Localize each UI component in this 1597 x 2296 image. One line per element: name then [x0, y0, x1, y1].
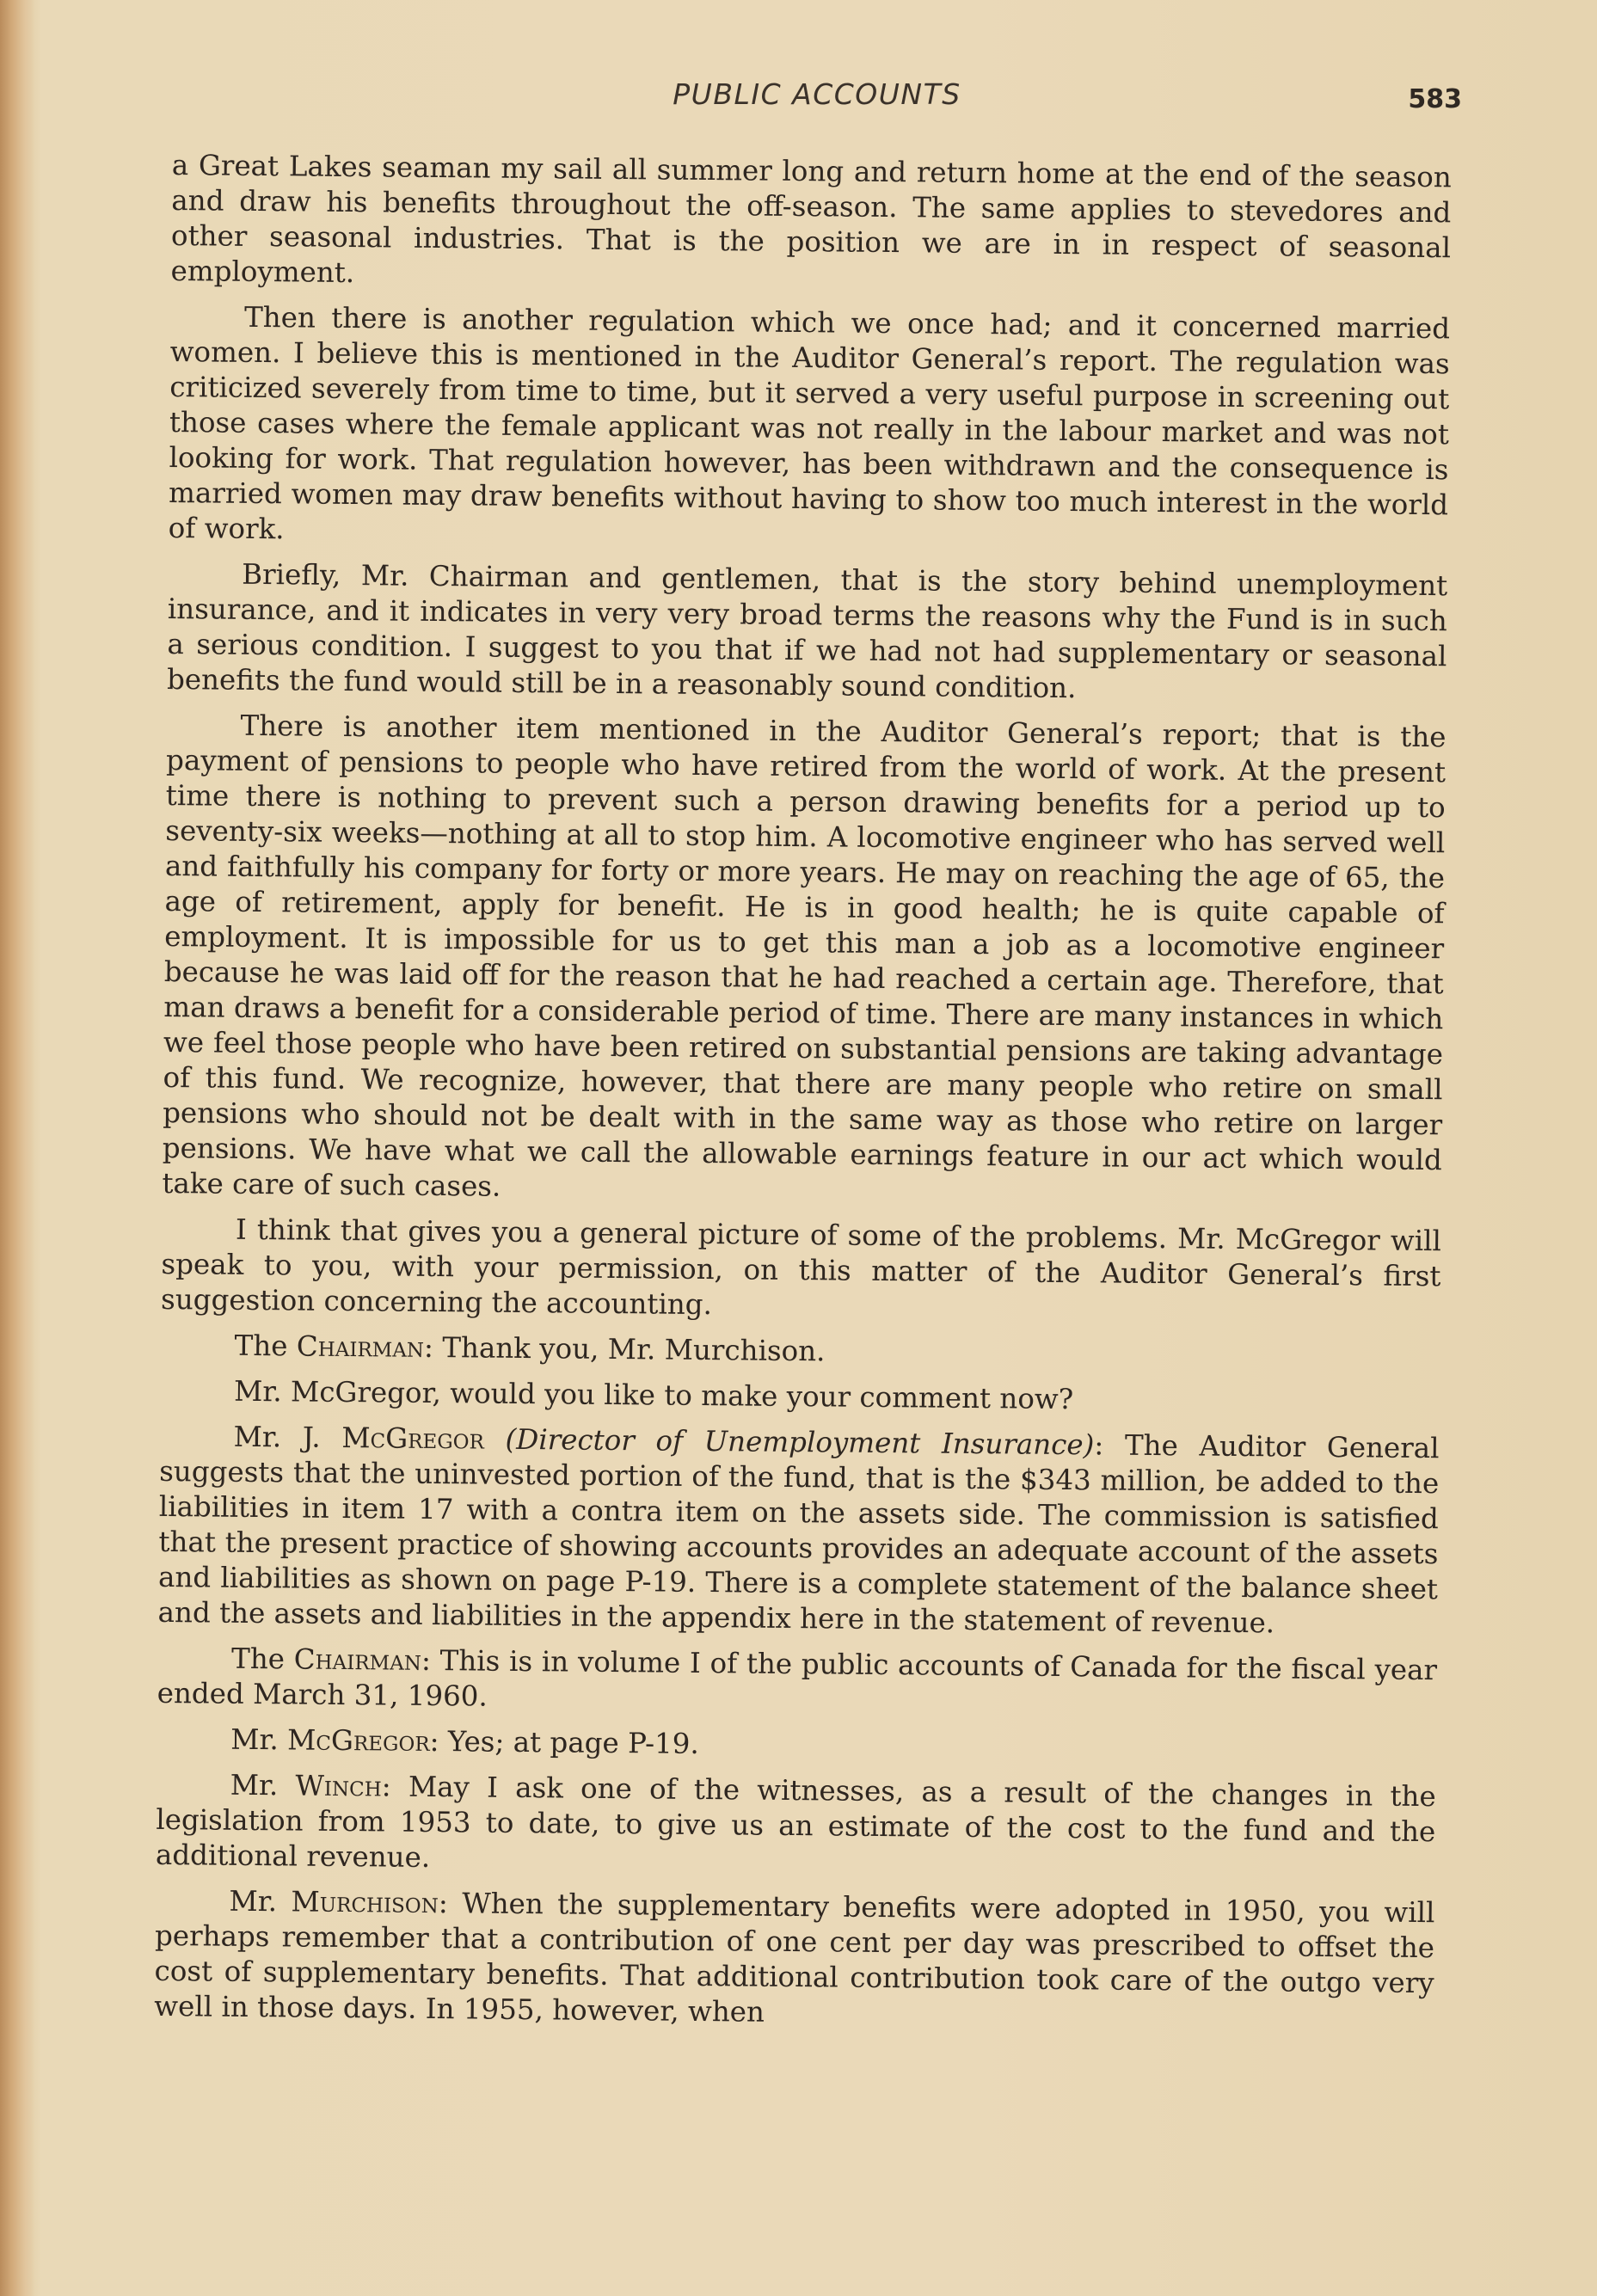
speaker-name: McGregor:: [286, 1723, 439, 1759]
speaker-name: Chairman:: [293, 1642, 432, 1677]
speaker-paragraph: Mr. Winch: May I ask one of the witnesses, as a result of the changes in the legislation from 1953 to date, to give us an estimate of the cost to the fund and the additional revenue.: [155, 1768, 1436, 1874]
running-title: PUBLIC ACCOUNTS: [673, 77, 961, 111]
speaker-note: (Director of Unemployment Insurance): [505, 1422, 1095, 1462]
speaker-name: McGregor: [341, 1421, 485, 1456]
page-gutter-shadow: [0, 0, 34, 2296]
speaker-name: Chairman:: [296, 1329, 434, 1364]
page-number: 583: [1408, 84, 1462, 114]
speaker-paragraph: The Chairman: Thank you, Mr. Murchison.: [234, 1329, 826, 1368]
speaker-name: Winch:: [295, 1769, 391, 1803]
paragraph: I think that gives you a general picture of some of the problems. Mr. McGregor will speak to you, with your permission, on this matter of the Auditor General’s first suggestion concerning the accounting.: [160, 1212, 1442, 1322]
page-header: [172, 77, 1462, 115]
speaker-paragraph: Mr. J. McGregor (Director of Unemployment Insurance): The Auditor General suggests that the uninvested portion of the fund, that is the $343 million, be added to the liabilities in item 17 with a contra item on the assets side. The commission is satisfied that the present practice of showing accounts provides an adequate account of the assets and liabilities as shown on page P-19. There is a complete statement of the balance sheet and the assets and liabilities in the appendix here in the statement of revenue.: [157, 1420, 1440, 1640]
speaker-paragraph: Mr. Murchison: When the supplementary benefits were adopted in 1950, you will perhaps remember that a contribution of one cent per day was prescribed to offset the cost of supplementary benefits. That additional contribution took care of the outgo very well in those days. In 1955, however, when: [154, 1884, 1435, 2029]
speaker-paragraph: Mr. McGregor: Yes; at page P-19.: [230, 1722, 699, 1760]
paragraph: a Great Lakes seaman my sail all summer long and return home at the end of the season and draw his benefits throughout the off-season. The same applies to stevedores and other seasonal industries. That is the position we are in in respect of seasonal employment.: [170, 148, 1452, 290]
body-text: [154, 148, 1452, 2047]
paragraph: There is another item mentioned in the Auditor General’s report; that is the payment of pensions to people who have retired from the world of work. At the present time there is nothing to prevent such a person drawing benefits for a period up to seventy-six weeks—nothing at all to stop him. A locomotive engineer who has served well and faithfully his company for forty or more years. He may on reaching the age of 65, the age of retirement, apply for benefit. He is in good health; he is quite capable of employment. It is impossible for us to get this man a job as a locomotive engineer because he was laid off for the reason that he had reached a certain age. Therefore, that man draws a benefit for a considerable period of time. There are many instances in which we feel those people who have been retired on substantial pensions are taking advantage of this fund. We recognize, however, that there are many people who retire on small pensions who should not be dealt with in the same way as those who retire on larger pensions. We have what we call the allowable earnings feature in our act which would take care of such cases.: [162, 709, 1447, 1203]
paragraph: Mr. McGregor, would you like to make your comment now?: [233, 1374, 1074, 1416]
paragraph: Then there is another regulation which we once had; and it concerned married women. I believe this is mentioned in the Auditor General’s report. The regulation was criticized severely from time to time, but it served a very useful purpose in screening out those cases where the female applicant was not really in the labour market and was not looking for work. That regulation however, has been withdrawn and the consequence is married women may draw benefits without having to show too much interest in the world of work.: [168, 300, 1451, 546]
speaker-paragraph: The Chairman: This is in volume I of the public accounts of Canada for the fiscal year ended March 31, 1960.: [157, 1642, 1438, 1713]
speaker-name: Murchison:: [291, 1885, 449, 1920]
paragraph: Briefly, Mr. Chairman and gentlemen, that is the story behind unemployment insurance, and it indicates in very very broad terms the reasons why the Fund is in such a serious condition. I suggest to you that if we had not had supplementary or seasonal benefits the fund would still be in a reasonably sound condition.: [166, 557, 1448, 705]
